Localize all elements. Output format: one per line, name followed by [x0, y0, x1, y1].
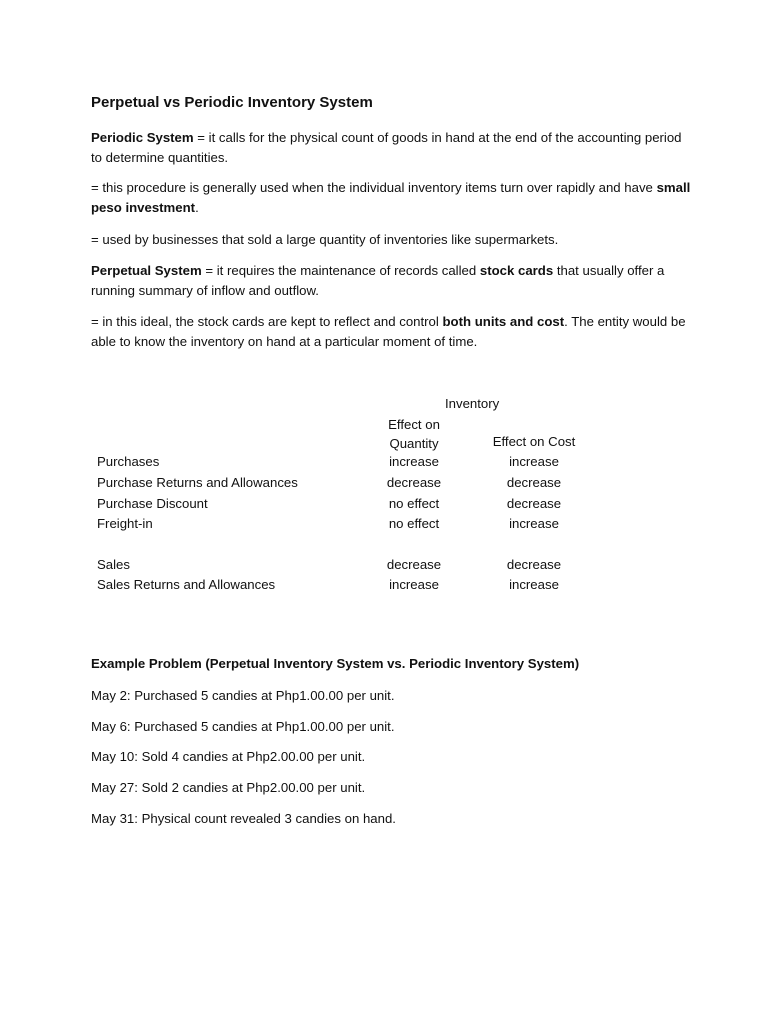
row-cost: decrease — [506, 496, 562, 511]
perpetual-def-end: that usually offer a running summary of inflow and outflow. — [91, 263, 665, 298]
periodic-usage-text: = this procedure is generally used when the individual inventory items turn over rapidly and have — [91, 180, 657, 195]
row-qty: increase — [389, 454, 439, 469]
periodic-definition — [91, 128, 691, 168]
periodic-def-text: = it calls for the physical count of goods in hand at the end of the accounting period to determine quantities. — [91, 130, 682, 165]
perpetual-term: Perpetual System — [91, 263, 202, 278]
periodic-usage-end: . — [195, 200, 199, 215]
periodic-usage — [91, 178, 691, 218]
table-header-cost: Effect on Cost — [492, 434, 576, 449]
perpetual-ideal-bold: both units and cost — [442, 314, 565, 329]
periodic-businesses: = used by businesses that sold a large quantity of inventories like supermarkets. — [91, 232, 559, 247]
table-row — [91, 557, 611, 577]
row-qty: increase — [389, 577, 439, 592]
perpetual-ideal — [91, 312, 691, 352]
row-label: Purchase Discount — [97, 496, 208, 511]
table-row — [91, 516, 611, 536]
perpetual-ideal-text: = in this ideal, the stock cards are kept to reflect and control — [91, 314, 443, 329]
row-label: Freight-in — [97, 516, 153, 531]
example-line: May 6: Purchased 5 candies at Php1.00.00 per unit. — [91, 719, 395, 734]
perpetual-definition — [91, 261, 691, 301]
document-title: Perpetual vs Periodic Inventory System — [91, 94, 373, 111]
row-qty: no effect — [388, 516, 440, 531]
row-cost: decrease — [506, 475, 562, 490]
table-row — [91, 496, 611, 516]
table-row — [91, 475, 611, 495]
example-line: May 10: Sold 4 candies at Php2.00.00 per unit. — [91, 749, 366, 764]
table-header-quantity-line1: Effect on — [388, 417, 440, 432]
row-cost: increase — [509, 577, 559, 592]
periodic-term: Periodic System — [91, 130, 194, 145]
example-line: May 27: Sold 2 candies at Php2.00.00 per unit. — [91, 780, 366, 795]
row-cost: decrease — [506, 557, 562, 572]
table-row — [91, 454, 611, 474]
row-label: Purchases — [97, 454, 160, 469]
row-label: Sales — [97, 557, 130, 572]
row-qty: no effect — [388, 496, 440, 511]
example-line: May 31: Physical count revealed 3 candies on hand. — [91, 811, 396, 826]
perpetual-def-text: = it requires the maintenance of records called — [201, 263, 480, 278]
example-problem-title: Example Problem (Perpetual Inventory System vs. Periodic Inventory System) — [91, 656, 580, 671]
periodic-usage-bold: small peso investment — [91, 180, 691, 215]
table-header-quantity-line2: Quantity — [389, 436, 439, 451]
row-cost: increase — [509, 454, 559, 469]
perpetual-def-bold: stock cards — [479, 263, 554, 278]
table-row — [91, 577, 611, 597]
perpetual-ideal-end: . The entity would be able to know the inventory on hand at a particular moment of time. — [91, 314, 686, 349]
table-header-quantity — [381, 415, 447, 453]
table-header-inventory: Inventory — [445, 396, 500, 411]
example-line: May 2: Purchased 5 candies at Php1.00.00 per unit. — [91, 688, 395, 703]
row-label: Sales Returns and Allowances — [97, 577, 276, 592]
row-cost: increase — [509, 516, 559, 531]
row-label: Purchase Returns and Allowances — [97, 475, 298, 490]
row-qty: decrease — [386, 557, 442, 572]
row-qty: decrease — [386, 475, 442, 490]
